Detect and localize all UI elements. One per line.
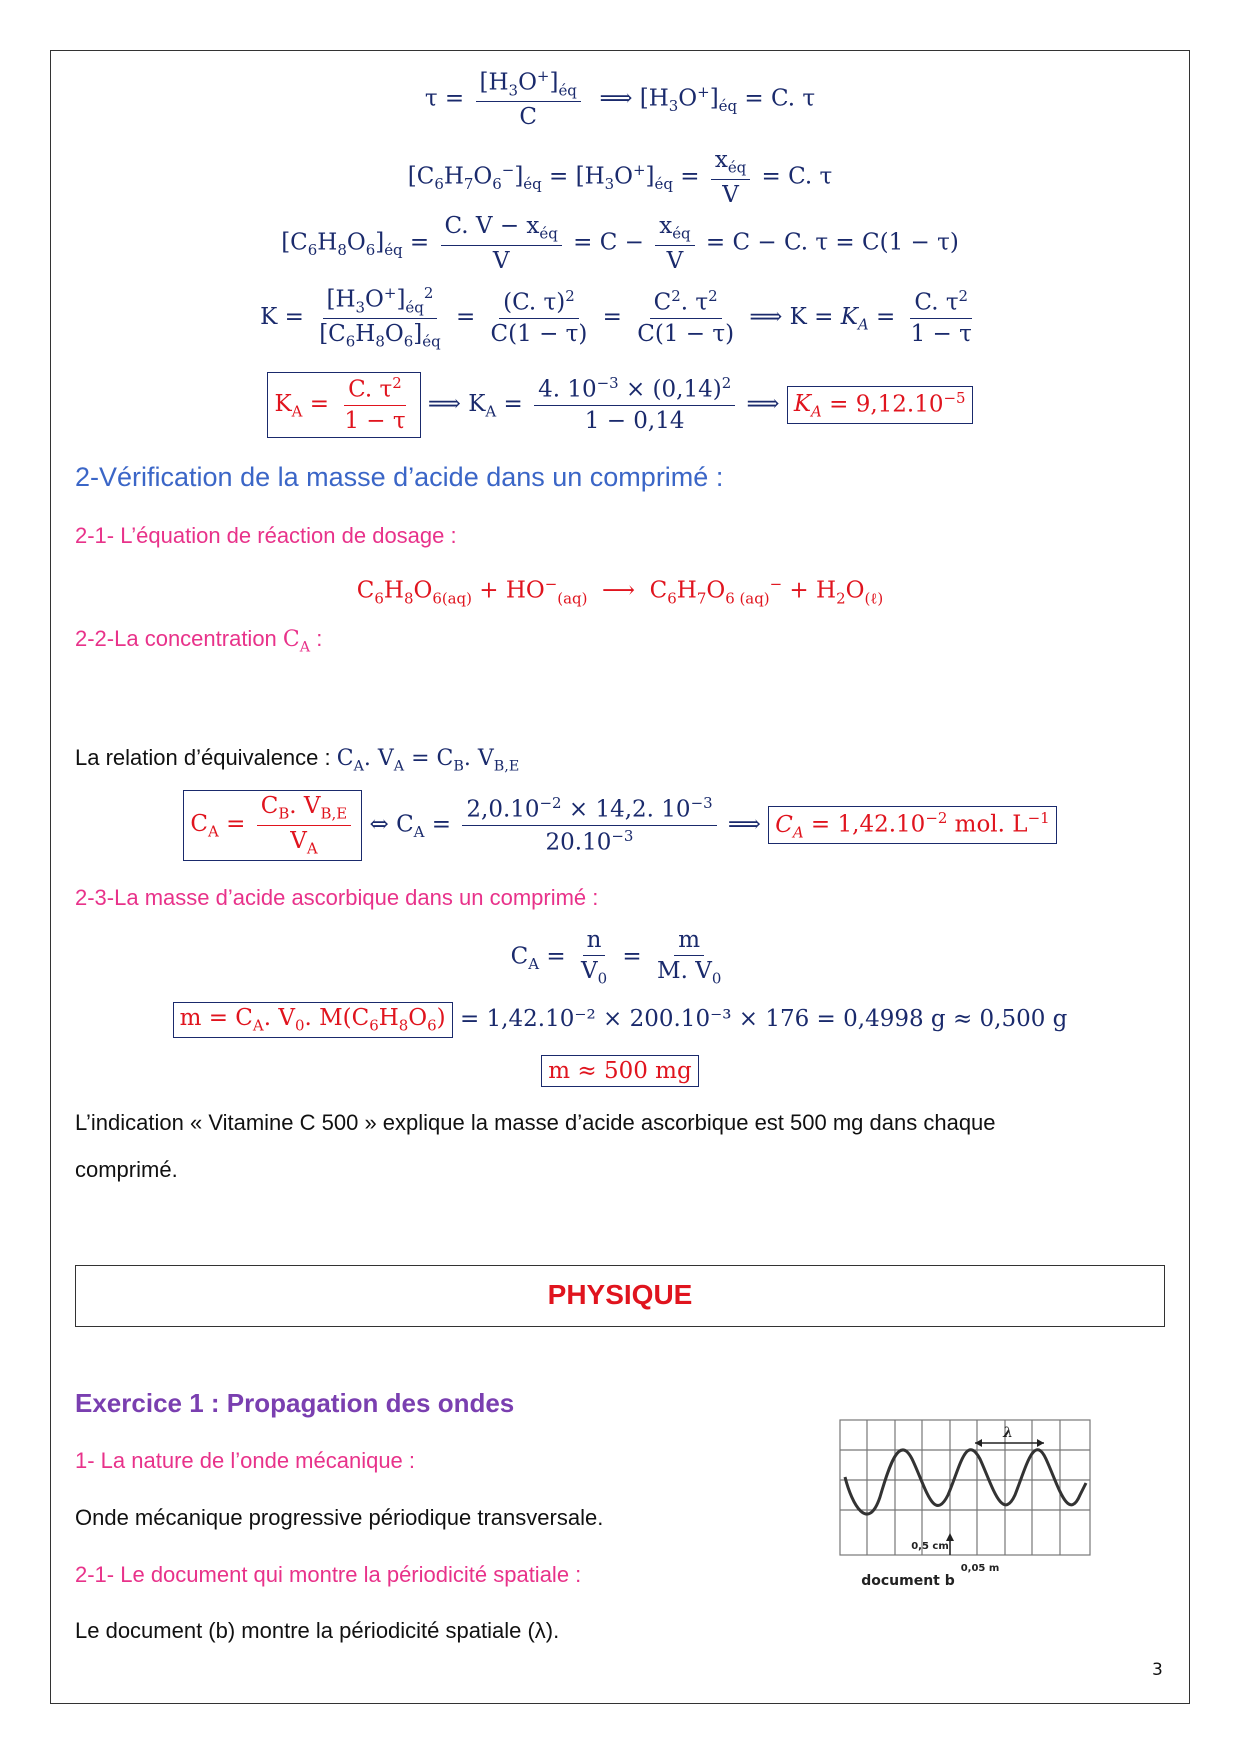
equation-ca-mass: $C_A$ = $\frac{n}{V_0}$ = $\frac{m}{M. V_0}$ [510,927,722,989]
equation-ca: $C_A$ = $\frac{C_B. V_{B,E}}{V_A}$ ⇔ $C_A$ = $\frac{2,0.10^{-2} \times 14,2. 10^{-3}}{20.10^{-3}}$ ⟹ $C_A = 1,42.10^{-2}$ mol. $L^{-1}$ [0,790,1240,861]
conclusion-line2: comprimé. [75,1157,178,1182]
equation-acid-concentration: $[C_6H_8O_6]_{éq}$ = $\frac{C. V - x_{éq}}{V}$ = C − $\frac{x_{éq}}{V}$ = C − C. τ = C(1 − τ) [281,213,959,274]
equation-ka-result: $K_A$ = $\frac{C. \tau^2}{1 - \tau}$ ⟹ $K_A$ = $\frac{4. 10^{-3} \times (0,14)^2}{1 - 0,14}$ ⟹ $K_A = 9,12.10^{-5}$ [0,372,1240,438]
equation-mass: $m = C_A$. $V_0$. $M(C_6H_8O_6) = 1,42.10^{-2} \times 200.10^{-3} \times 176 = 0,4998$ g ≈ 0,500 g [0,1002,1240,1038]
titration-equation: $C_6H_8O_{6(aq)} + HO^-_{(aq)}$ ⟶ $C_6H_7O_{6 (aq)}^- + H_2O_{(\ell)}$ [356,575,884,608]
ka-result-box: $K_A = 9,12.10^{-5}$ [787,386,973,424]
equation-k: K = $\frac{[H_3O^+]_{éq}^2}{[C_6H_8O_6]_{éq}}$ = $\frac{(C. \tau)^2}{C(1 - \tau)}$ = $\frac{C^2. \tau^2}{C(1 - \tau)}$ ⟹ $K = K_A$ = $\frac{C. \tau^2}{1 - \tau}$ [260,284,972,352]
answer-1: Onde mécanique progressive périodique transversale. [75,1505,604,1530]
equation-tau: τ = $\frac{[H_3O^+]_{éq}}{C}$ ⟹ $[H_3O^+]_{éq} = C$. τ [424,67,816,131]
equation-base-concentration: $[C_6H_7O_6^-]_{éq} = [H_3O^+]_{éq}$ = $\frac{x_{éq}}{V}$ = C. τ [407,147,833,208]
question-2-3: 2-3-La masse d’acide ascorbique dans un comprimé : [75,885,599,910]
exercise-title: Exercice 1 : Propagation des ondes [75,1388,515,1418]
question-1: 1- La nature de l’onde mécanique : [75,1448,416,1473]
physique-header: PHYSIQUE [75,1265,1165,1327]
mass-result: m ≈ 500 mg [0,1055,1240,1087]
scale-label: 0,5 cm [911,1541,949,1552]
distance-label: 0,05 m [960,1563,1000,1574]
lambda-label: λ [1003,1425,1013,1441]
question-2-1-physique: 2-1- Le document qui montre la périodicité spatiale : [75,1562,582,1587]
wave-curve [845,1450,1086,1514]
question-2-1: 2-1- L’équation de réaction de dosage : [75,523,457,548]
answer-2-1-physique: Le document (b) montre la périodicité spatiale (λ). [75,1618,560,1643]
conclusion-line1: L’indication « Vitamine C 500 » explique la masse d’acide ascorbique est 500 mg dans chaque [75,1110,996,1135]
question-2-2: 2-2-La concentration $C_A$ : [75,626,323,656]
ca-result-box: $C_A = 1,42.10^{-2}$ mol. $L^{-1}$ [768,806,1056,844]
figure-caption: document b [861,1573,955,1589]
page-number: 3 [1152,1660,1163,1680]
section2-title: 2-Vérification de la masse d’acide dans un comprimé : [75,462,724,492]
equivalence-relation: La relation d’équivalence : $C_A$. $V_A = C_B$. $V_{B,E}$ [75,745,520,775]
wave-figure [830,1415,1100,1595]
